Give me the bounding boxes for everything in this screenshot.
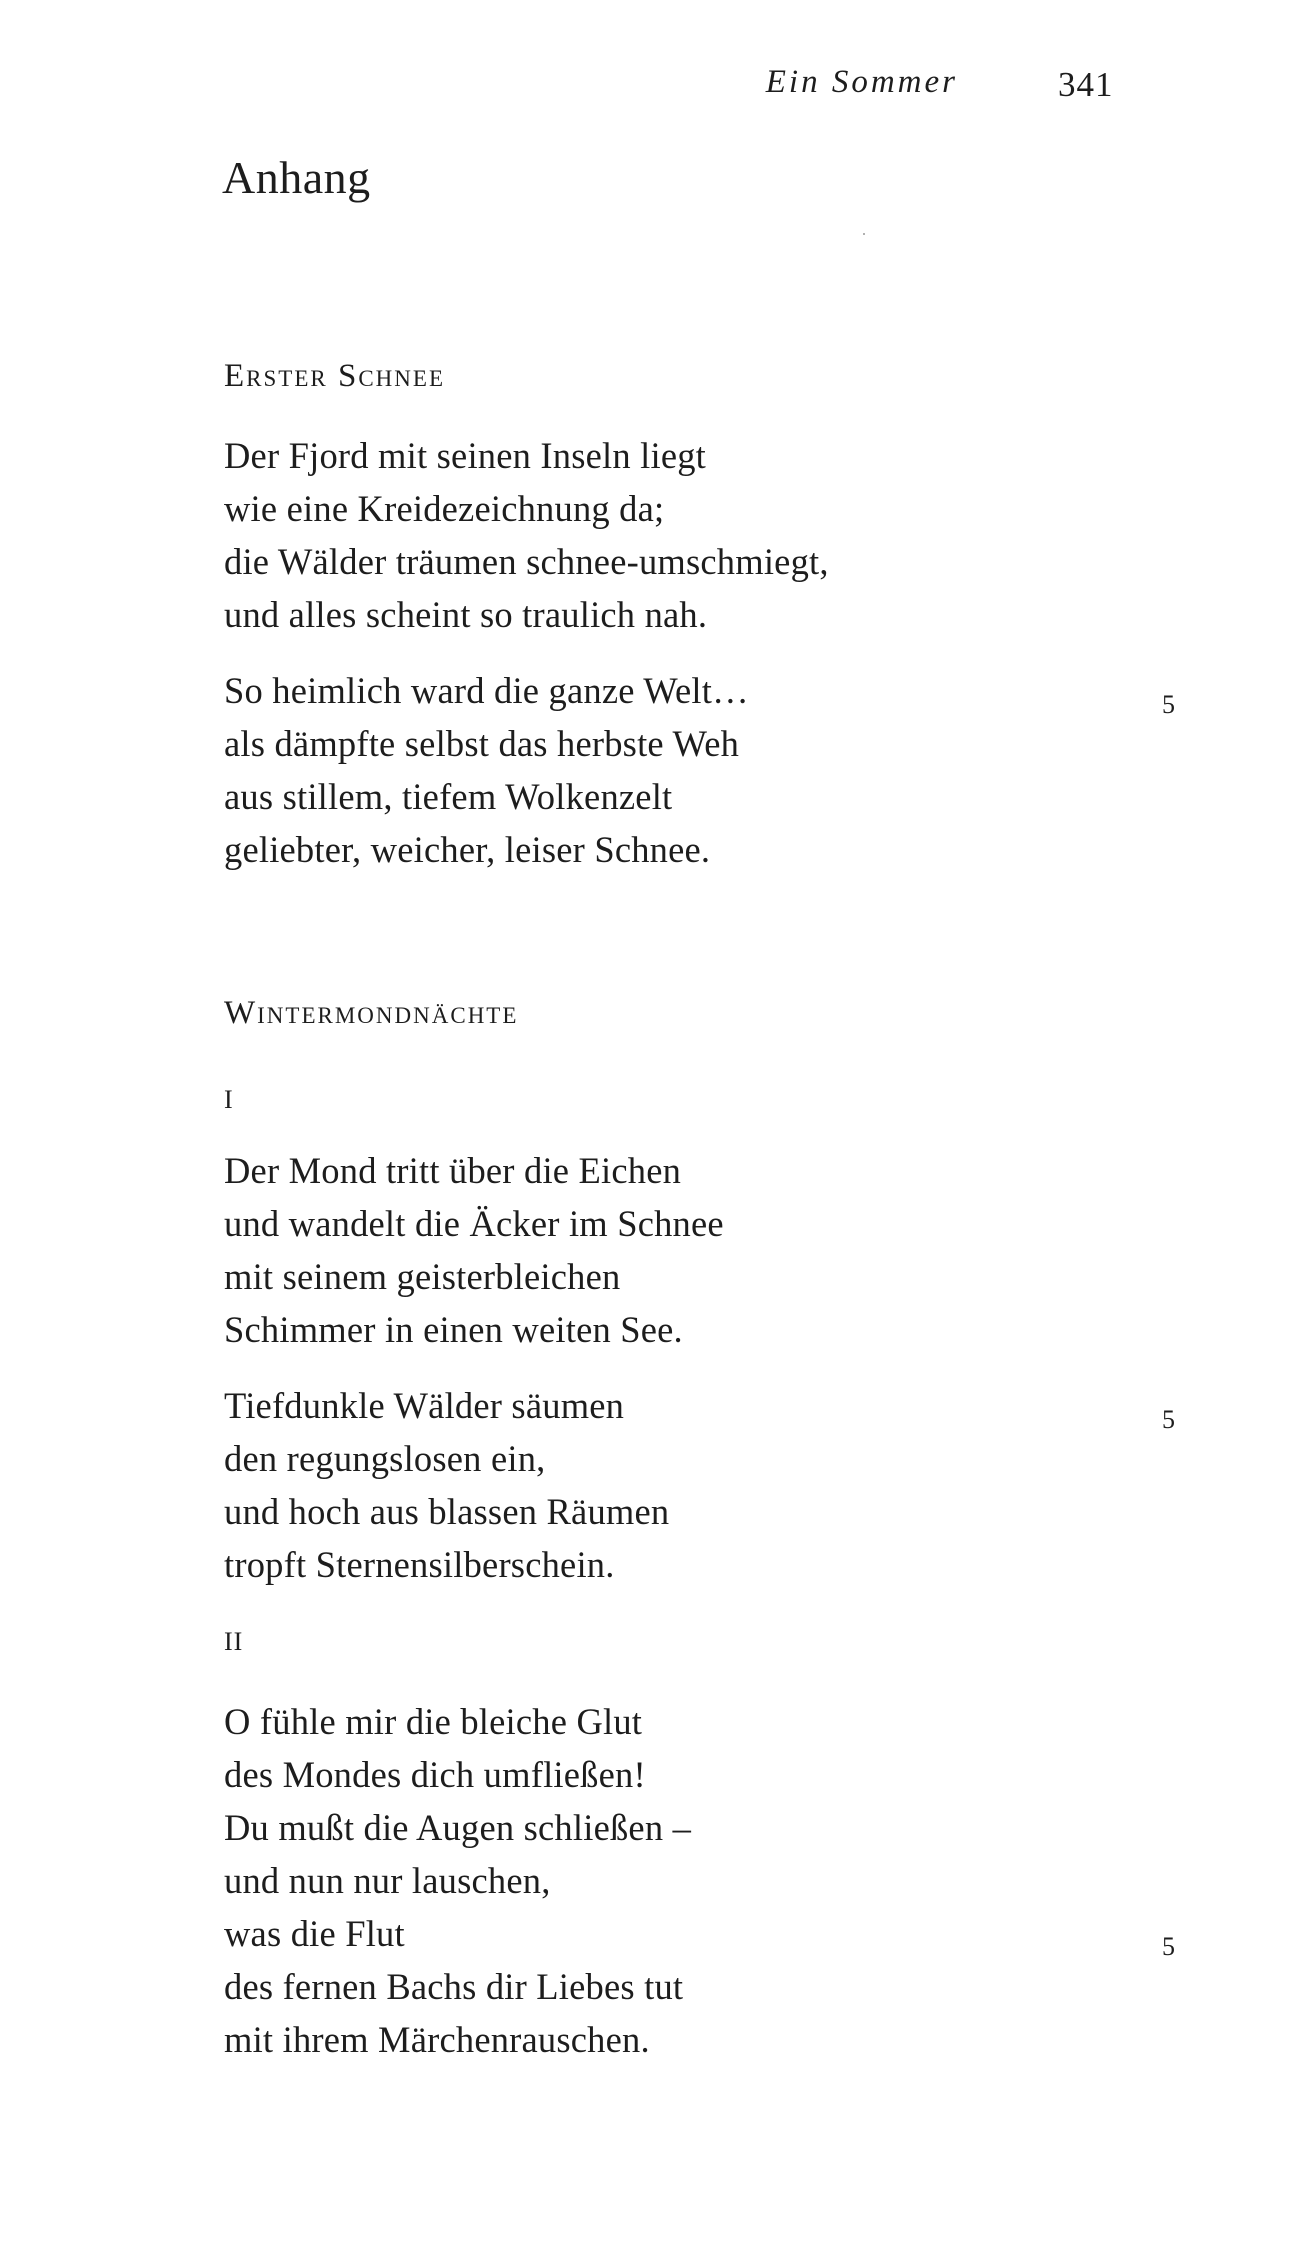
verse-line: So heimlich ward die ganze Welt… — [224, 670, 749, 711]
poem-title-erster-schnee: Erster Schnee — [224, 358, 445, 394]
verse-line: Schimmer in einen weiten See. — [224, 1309, 683, 1350]
verse-line: die Wälder träumen schnee-umschmiegt, — [224, 541, 829, 582]
verse-line: mit seinem geisterbleichen — [224, 1256, 621, 1297]
line-number: 5 — [1162, 1405, 1175, 1434]
verse-line: aus stillem, tiefem Wolkenzelt — [224, 776, 673, 817]
stanza — [224, 1144, 1124, 1356]
verse-line: Der Fjord mit seinen Inseln liegt — [224, 435, 707, 476]
verse-line: und alles scheint so traulich nah. — [224, 594, 708, 635]
verse-line: tropft Sternensilberschein. — [224, 1544, 615, 1585]
section-title: Anhang — [222, 152, 371, 203]
part-numeral-ii: II — [224, 1627, 244, 1656]
stanza — [224, 429, 1124, 641]
verse-line: des Mondes dich umfließen! — [224, 1754, 646, 1795]
line-number: 5 — [1162, 690, 1175, 719]
verse-line: und wandelt die Äcker im Schnee — [224, 1203, 724, 1244]
running-head — [0, 60, 1294, 110]
stanza — [224, 1379, 1124, 1591]
verse-line: O fühle mir die bleiche Glut — [224, 1701, 643, 1742]
verse-line: und nun nur lauschen, — [224, 1860, 551, 1901]
verse-line: den regungslosen ein, — [224, 1438, 546, 1479]
verse-line: Du mußt die Augen schließen – — [224, 1807, 692, 1848]
verse-line: Der Mond tritt über die Eichen — [224, 1150, 682, 1191]
stanza — [224, 664, 1124, 876]
verse-line: wie eine Kreidezeichnung da; — [224, 488, 665, 529]
verse-line: und hoch aus blassen Räumen — [224, 1491, 670, 1532]
verse-line: Tiefdunkle Wälder säumen — [224, 1385, 625, 1426]
verse-line: als dämpfte selbst das herbste Weh — [224, 723, 740, 764]
running-title: Ein Sommer — [765, 64, 958, 100]
verse-line: des fernen Bachs dir Liebes tut — [224, 1966, 684, 2007]
stanza — [224, 1695, 1124, 2066]
page-number: 341 — [1058, 65, 1114, 104]
verse-line: geliebter, weicher, leiser Schnee. — [224, 829, 711, 870]
line-number: 5 — [1162, 1932, 1175, 1961]
verse-line: mit ihrem Märchenrauschen. — [224, 2019, 650, 2060]
print-speck — [863, 233, 865, 235]
part-numeral-i: I — [224, 1085, 234, 1114]
poem-title-wintermondnaechte: Wintermondnächte — [224, 995, 519, 1031]
verse-line: was die Flut — [224, 1913, 405, 1954]
